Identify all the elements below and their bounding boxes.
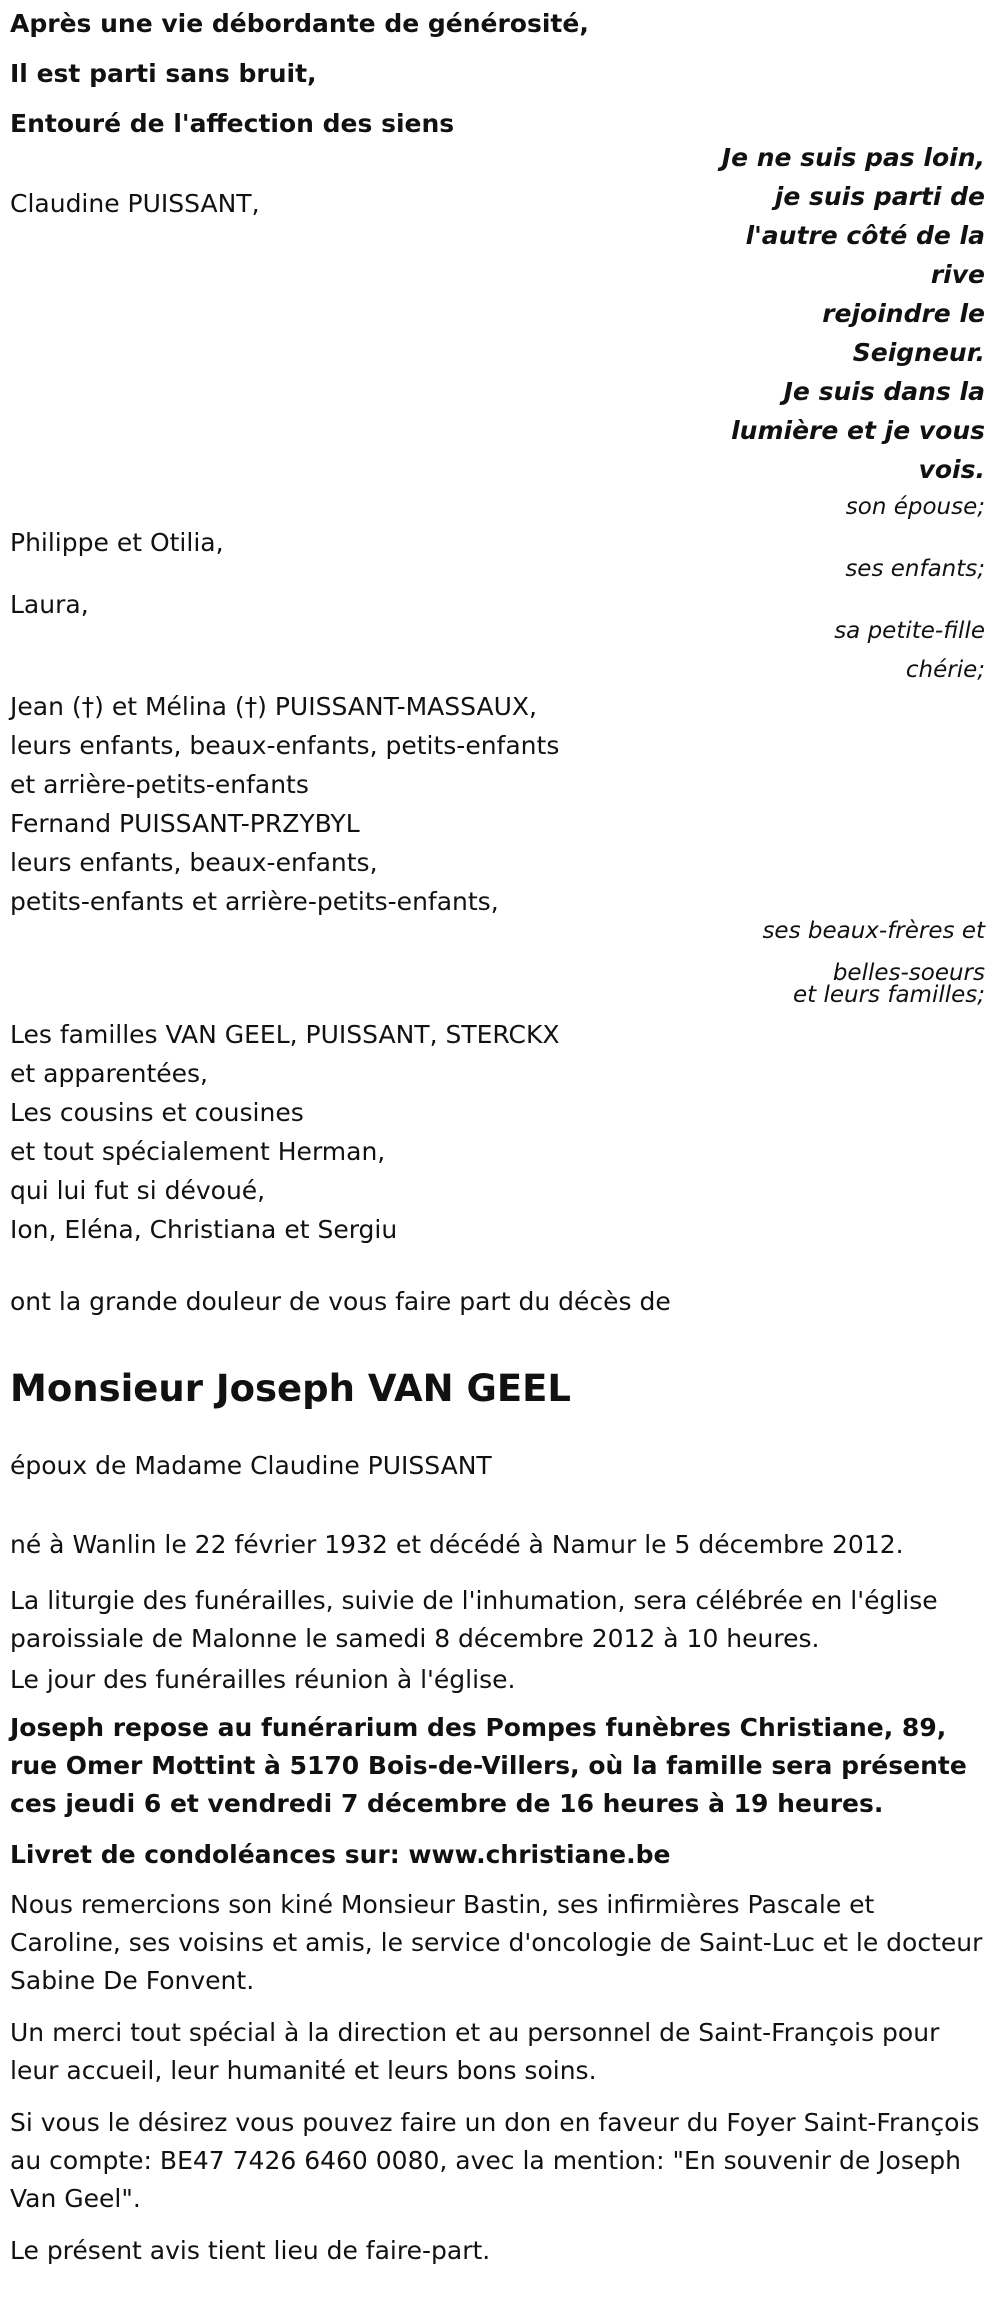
poem-line: l'autre côté de la (745, 221, 985, 250)
intro-line: Après une vie débordante de générosité, (10, 9, 589, 38)
granddaughter-role: sa petite-fille (834, 618, 985, 644)
donation-paragraph: Si vous le désirez vous pouvez faire un don en faveur du Foyer Saint-François au compte: BE47 7426 6460 0080, avec la mention: "En souvenir de Joseph Van Geel". (10, 2108, 980, 2213)
inlaws-line: leurs enfants, beaux-enfants, petits-enfants (10, 731, 560, 760)
children-role: ses enfants; (845, 556, 985, 582)
poem-line: rejoindre le (822, 299, 985, 328)
thanks-paragraph: Un merci tout spécial à la direction et au personnel de Saint-François pour leur accueil, leur humanité et leurs bons soins. (10, 2018, 940, 2085)
others-line: Les familles VAN GEEL, PUISSANT, STERCKX (10, 1020, 560, 1049)
intro-line: Il est parti sans bruit, (10, 59, 317, 88)
inlaws-line: petits-enfants et arrière-petits-enfants, (10, 887, 499, 916)
condolences-line: Livret de condoléances sur: www.christiane.be (10, 1840, 671, 1869)
poem-line: Je ne suis pas loin, (721, 143, 985, 172)
poem-line: lumière et je vous (731, 416, 985, 445)
inlaws-role: et leurs familles; (793, 982, 985, 1008)
funerarium-paragraph: Joseph repose au funérarium des Pompes funèbres Christiane, 89, rue Omer Mottint à 5170 Bois-de-Villers, où la famille sera présente ces jeudi 6 et vendredi 7 décembre de 16 heures à 19 heures. (10, 1713, 967, 1818)
spouse-role: son épouse; (845, 494, 985, 520)
poem-line: vois. (918, 455, 985, 484)
granddaughter-name: Laura, (10, 590, 89, 619)
birth-death: né à Wanlin le 22 février 1932 et décédé à Namur le 5 décembre 2012. (10, 1530, 904, 1559)
liturgy-paragraph: La liturgie des funérailles, suivie de l'inhumation, sera célébrée en l'église paroissiale de Malonne le samedi 8 décembre 2012 à 10 heures. (10, 1586, 938, 1653)
others-line: et tout spécialement Herman, (10, 1137, 386, 1166)
poem-line: je suis parti de (774, 182, 985, 211)
spouse-name: Claudine PUISSANT, (10, 189, 260, 218)
announcement: ont la grande douleur de vous faire part du décès de (10, 1287, 671, 1316)
others-line: qui lui fut si dévoué, (10, 1176, 266, 1205)
deceased-name: Monsieur Joseph VAN GEEL (10, 1367, 571, 1410)
inlaws-line: Jean (†) et Mélina (†) PUISSANT-MASSAUX, (10, 692, 537, 721)
meeting-paragraph: Le jour des funérailles réunion à l'église. (10, 1665, 516, 1694)
inlaws-role: belles-soeurs (832, 960, 985, 986)
spouse-of: époux de Madame Claudine PUISSANT (10, 1451, 492, 1480)
poem-line: rive (930, 260, 985, 289)
inlaws-role: ses beaux-frères et (762, 918, 985, 944)
poem-line: Seigneur. (852, 338, 985, 367)
others-line: Les cousins et cousines (10, 1098, 304, 1127)
intro-line: Entouré de l'affection des siens (10, 109, 455, 138)
closing-line: Le présent avis tient lieu de faire-part. (10, 2236, 491, 2265)
thanks-paragraph: Nous remercions son kiné Monsieur Bastin, ses infirmières Pascale et Caroline, ses voisins et amis, le service d'oncologie de Saint-Luc et le docteur Sabine De Fonvent. (10, 1890, 983, 1995)
poem-line: Je suis dans la (783, 377, 985, 406)
children-names: Philippe et Otilia, (10, 528, 224, 557)
others-line: Ion, Eléna, Christiana et Sergiu (10, 1215, 398, 1244)
granddaughter-role: chérie; (905, 657, 985, 683)
inlaws-line: Fernand PUISSANT-PRZYBYL (10, 809, 360, 838)
inlaws-line: leurs enfants, beaux-enfants, (10, 848, 378, 877)
inlaws-line: et arrière-petits-enfants (10, 770, 309, 799)
others-line: et apparentées, (10, 1059, 208, 1088)
